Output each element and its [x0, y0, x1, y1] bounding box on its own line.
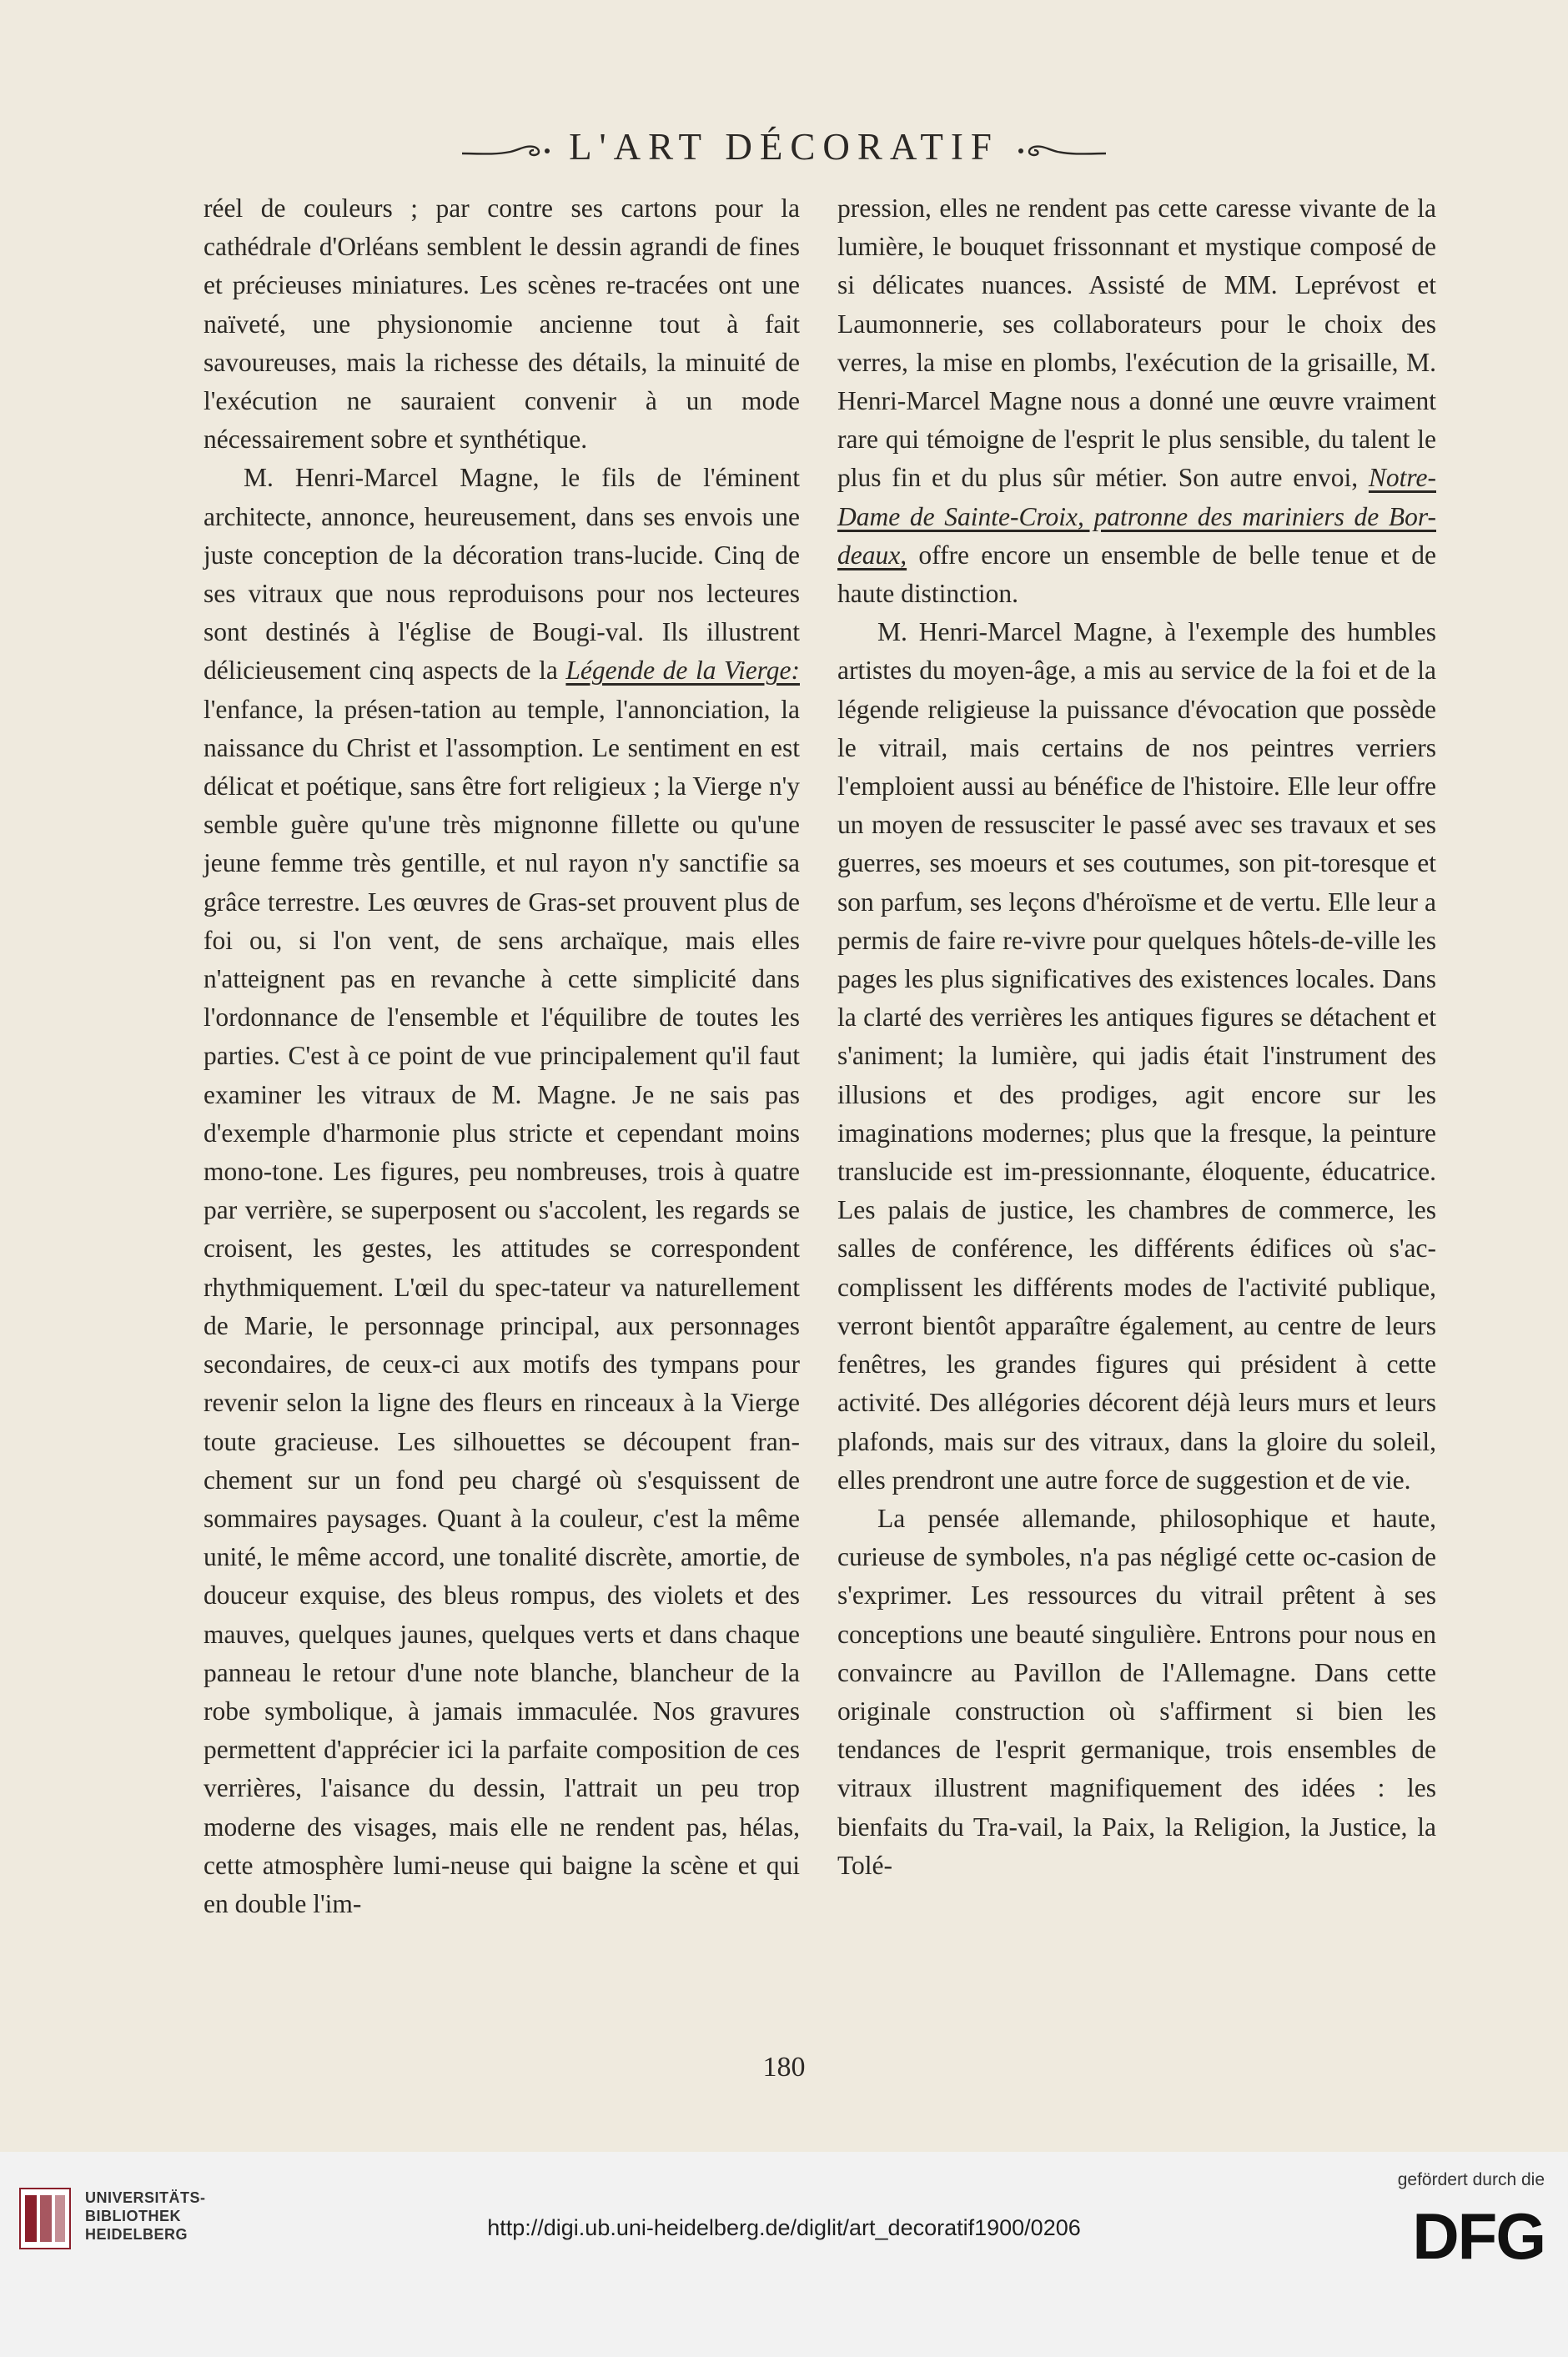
- left-text-column: [204, 189, 800, 1923]
- paragraph: [204, 459, 800, 1923]
- text-run: pression, elles ne rendent pas cette caresse vivante de la lumière, le bouquet frissonnant et mystique composé de si délicates nuances. Assisté de MM. Leprévost et Laumonnerie, ses collaborateurs pour le choix des verres, la mise en plombs, l'exécution de la grisaille, M. Henri-Marcel Magne nous a donné une œuvre vraiment rare qui témoigne de l'esprit le plus sensible, du talent le plus fin et du plus sûr métier. Son autre envoi,: [837, 193, 1436, 493]
- text-run: l'enfance, la présen-tation au temple, l'annonciation, la naissance du Christ et l'assomption. Le sentiment en est délicat et poétique, sans être fort religieux ; la Vierge n'y semble guère qu'une très mignonne fillette ou qu'une jeune femme très gentille, et nul rayon n'y sanctifie sa grâce terrestre. Les œuvres de Gras-set prouvent plus de foi ou, si l'on vent, de sens archaïque, mais elles n'atteignent pas en revanche à cette simplicité dans l'ordonnance de l'ensemble et l'équilibre de toutes les parties. C'est à ce point de vue principalement qu'il faut examiner les vitraux de M. Magne. Je ne sais pas d'exemple d'harmonie plus stricte et cependant moins mono-tone. Les figures, peu nombreuses, trois à quatre par verrière, se superposent ou s'accolent, les regards se croisent, les gestes, les attitudes se correspondent rhythmiquement. L'œil du spec-tateur va naturellement de Marie, le personnage principal, aux personnages secondaires, de ceux-ci aux motifs des tympans pour revenir selon la ligne des fleurs en rinceaux à la Vierge toute gracieuse. Les silhouettes se découpent fran-chement sur un fond peu chargé où s'esquissent de sommaires paysages. Quant à la couleur, c'est la même unité, le même accord, une tonalité discrète, amortie, de douceur exquise, des bleus rompus, des violets et des mauves, quelques jaunes, quelques verts et dans chaque panneau le retour d'une note blanche, blancheur de la robe symbolique, à jamais immaculée. Nos gravures permettent d'apprécier ici la parfaite composition de ces verrières, l'aisance du dessin, l'attrait un peu trop moderne des visages, mais elle ne rendent pas, hélas, cette atmosphère lumi-neuse qui baigne la scène et qui en double l'im-: [204, 694, 800, 1918]
- paragraph: M. Henri-Marcel Magne, à l'exemple des humbles artistes du moyen-âge, a mis au service de la foi et de la légende religieuse la puissance d'évocation que possède le vitrail, mais certains de nos peintres verriers l'emploient aussi au bénéfice de l'histoire. Elle leur offre un moyen de ressusciter le passé avec ses travaux et ses guerres, ses moeurs et ses coutumes, son pit-toresque et son parfum, ses leçons d'héroïsme et de vertu. Elle leur a permis de faire re-vivre pour quelques hôtels-de-ville les pages les plus significatives des existences locales. Dans la clarté des verrières les antiques figures se détachent et s'animent; la lumière, qui jadis était l'instrument des illusions et des prodiges, agit encore sur les imaginations modernes; plus que la fresque, la peinture translucide est im-pressionnante, éloquente, éducatrice. Les palais de justice, les chambres de commerce, les salles de conférence, les différents édifices où s'ac-complissent les différents modes de l'activité publique, verront bientôt apparaître également, au centre de leurs fenêtres, les grandes figures qui président à cette activité. Des allégories décorent déjà leurs murs et leurs plafonds, mais sur des vitraux, dans la gloire du soleil, elles prendront une autre force de suggestion et de vie.: [837, 617, 1436, 1495]
- right-text-column: [837, 189, 1436, 1885]
- library-name-line: UNIVERSITÄTS-: [85, 2189, 206, 2206]
- library-name-line: HEIDELBERG: [85, 2226, 188, 2243]
- dfg-logo: DFG: [1412, 2199, 1545, 2273]
- running-header: [0, 125, 1568, 168]
- text-run: offre encore un ensemble de belle tenue et de haute distinction.: [837, 540, 1436, 609]
- text-run: M. Henri-Marcel Magne, le fils de l'éminent architecte, annonce, heureusement, dans ses envois une juste conception de la décoration trans-lucide. Cinq de ses vitraux que nous reproduisons pour nos lecteures sont destinés à l'église de Bougi-val. Ils illustrent délicieusement cinq aspects de la: [204, 463, 800, 686]
- journal-title: L'ART DÉCORATIF: [569, 126, 999, 168]
- paragraph: réel de couleurs ; par contre ses cartons pour la cathédrale d'Orléans semblent le dessin agrandi de fines et précieuses miniatures. Les scènes re-tracées ont une naïveté, une physionomie ancienne tout à fait savoureuses, mais la richesse des détails, la minuité de l'exécution ne sauraient convenir à un mode nécessairement sobre et synthétique.: [204, 193, 800, 455]
- italic-title: Notre-Dame de Sainte-Croix, patronne des mariniers de Bor-deaux,: [837, 463, 1436, 570]
- source-url-link[interactable]: http://digi.ub.uni-heidelberg.de/diglit/art_decoratif1900/0206: [487, 2215, 1081, 2240]
- library-name-line: BIBLIOTHEK: [85, 2208, 181, 2224]
- paragraph: [837, 189, 1436, 613]
- right-ornament-icon: [1016, 140, 1108, 162]
- italic-title: Légende de la Vierge:: [565, 656, 800, 686]
- digitization-footer: [0, 2152, 1568, 2357]
- funder-caption: gefördert durch die: [1397, 2170, 1545, 2189]
- page-number: 180: [762, 2052, 806, 2083]
- paragraph: La pensée allemande, philosophique et haute, curieuse de symboles, n'a pas négligé cette oc-casion de s'exprimer. Les ressources du vitrail prêtent à ses conceptions une beauté singulière. Entrons pour nous en convaincre au Pavillon de l'Allemagne. Dans cette originale construction où s'affirment si bien les tendances de l'esprit germanique, trois ensembles de vitraux illustrent magnifiquement des idées : les bienfaits du Tra-vail, la Paix, la Religion, la Justice, la Tolé-: [837, 1503, 1436, 1880]
- left-ornament-icon: [460, 140, 552, 162]
